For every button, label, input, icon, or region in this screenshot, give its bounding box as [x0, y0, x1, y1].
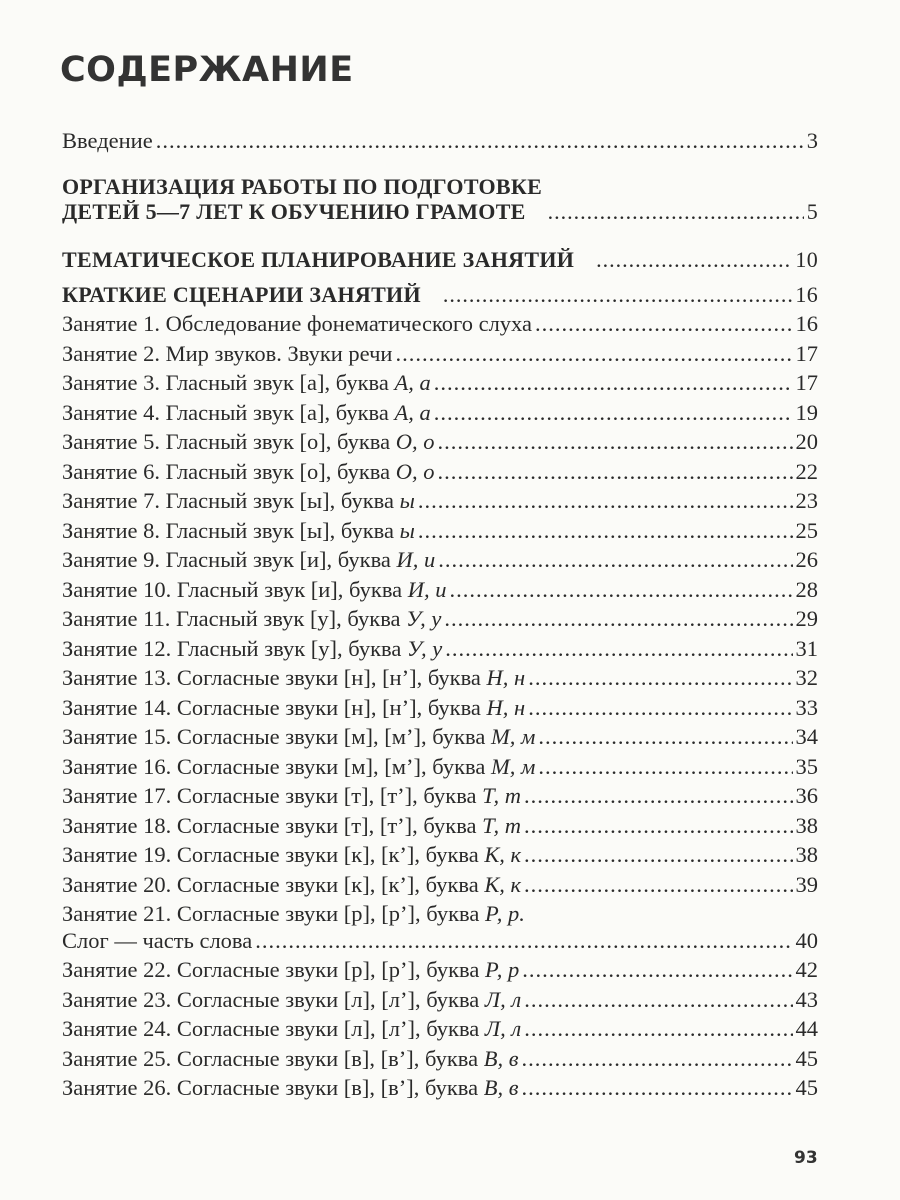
entry-page: 19: [795, 399, 818, 425]
entry-title: [62, 1073, 518, 1103]
section-title: ОРГАНИЗАЦИЯ РАБОТЫ ПО ПОДГОТОВКЕ: [62, 174, 543, 199]
entry-page: 31: [795, 635, 818, 661]
section-page: 5: [806, 198, 818, 224]
entry-text: Занятие 21. Согласные звуки [р], [р’], буква: [62, 901, 485, 926]
entry-letter: ы: [399, 488, 415, 513]
dot-leader: [524, 811, 792, 841]
entry-page: 39: [795, 871, 818, 897]
entry-letter: А, а: [394, 370, 431, 395]
toc-entry[interactable]: [62, 516, 818, 546]
entry-letter: Н, н: [486, 694, 526, 720]
toc-entry[interactable]: [62, 722, 818, 752]
entry-page: 16: [795, 311, 818, 336]
section-page: 16: [795, 282, 818, 307]
entry-text: Занятие 13. Согласные звуки [н], [н’], буква: [62, 665, 487, 690]
dot-leader: [418, 516, 793, 546]
entry-letter: У, у: [406, 635, 443, 661]
entry-letter: Р, р: [484, 957, 520, 982]
entry-page: 43: [795, 986, 818, 1012]
entry-title: [62, 870, 521, 900]
entry-title: [62, 486, 415, 516]
entry-title: [62, 1044, 518, 1074]
entry-title: [62, 663, 525, 693]
entry-text: Занятие 6. Гласный звук [о], буква: [62, 458, 396, 484]
entry-letter: Р, р.: [484, 901, 525, 926]
dot-leader: [596, 245, 792, 275]
entry-text: Занятие 11. Гласный звук [у], буква: [62, 606, 407, 631]
entry-title: [62, 752, 535, 782]
section-title: ТЕМАТИЧЕСКОЕ ПЛАНИРОВАНИЕ ЗАНЯТИЙ: [62, 247, 575, 272]
entry-title: [62, 575, 447, 605]
dot-leader: [524, 870, 792, 900]
entry-text: Занятие 5. Гласный звук [о], буква: [62, 429, 396, 454]
entry-page: 45: [795, 1075, 818, 1100]
section-title: ДЕТЕЙ 5—7 ЛЕТ К ОБУЧЕНИЮ ГРАМОТЕ: [62, 198, 526, 224]
entry-letter: ы: [399, 517, 415, 543]
entry-letter: А, а: [394, 399, 431, 425]
entry-page: 3: [806, 128, 818, 153]
toc-entry[interactable]: [62, 126, 818, 156]
entry-text: Занятие 16. Согласные звуки [м], [м’], буква: [62, 753, 491, 779]
toc-entry[interactable]: [62, 955, 818, 985]
dot-leader: [528, 693, 792, 723]
section-page: 10: [795, 247, 818, 272]
entry-letter: М, м: [490, 724, 536, 749]
entry-text: Занятие 18. Согласные звуки [т], [т’], буква: [62, 812, 483, 838]
toc-entry[interactable]: [62, 870, 818, 900]
entry-page: 17: [795, 370, 818, 395]
dot-leader: [395, 339, 792, 369]
entry-letter: К, к: [484, 871, 522, 897]
toc-entry[interactable]: [62, 486, 818, 516]
entry-title: [62, 955, 519, 985]
toc-entry[interactable]: [62, 985, 818, 1015]
entry-title: [62, 368, 431, 398]
entry-page: 23: [795, 488, 818, 513]
dot-leader: [548, 197, 804, 227]
entry-page: 22: [795, 458, 818, 484]
page-number: 93: [794, 1148, 818, 1168]
entry-text: Занятие 19. Согласные звуки [к], [к’], буква: [62, 842, 485, 867]
entry-text: Занятие 22. Согласные звуки [р], [р’], буква: [62, 957, 485, 982]
toc-entry[interactable]: [62, 309, 818, 339]
entry-text: Занятие 26. Согласные звуки [в], [в’], буква: [62, 1075, 484, 1100]
entry-text: Занятие 25. Согласные звуки [в], [в’], буква: [62, 1045, 484, 1071]
entry-title: [62, 899, 525, 929]
toc-entry[interactable]: [62, 368, 818, 398]
toc-lessons: [62, 309, 818, 1103]
entry-title: [62, 693, 525, 723]
entry-page: 42: [795, 957, 818, 982]
dot-leader: [528, 663, 792, 693]
entry-title: [62, 545, 435, 575]
entry-letter: У, у: [406, 606, 442, 631]
entry-text: Занятие 17. Согласные звуки [т], [т’], буква: [62, 783, 483, 808]
entry-page: 33: [795, 694, 818, 720]
entry-page: 38: [795, 812, 818, 838]
dot-leader: [156, 126, 804, 156]
entry-title: [62, 309, 532, 339]
entry-text: Занятие 14. Согласные звуки [н], [н’], буква: [62, 694, 487, 720]
dot-leader: [445, 634, 792, 664]
entry-title: [62, 516, 415, 546]
toc-entry[interactable]: [62, 781, 818, 811]
toc-section-line[interactable]: [62, 280, 818, 310]
entry-text: Занятие 10. Гласный звук [и], буква: [62, 576, 408, 602]
toc-entry[interactable]: [62, 545, 818, 575]
entry-title: [62, 811, 521, 841]
entry-letter: К, к: [484, 842, 522, 867]
dot-leader: [521, 1073, 792, 1103]
toc-entry[interactable]: [62, 752, 818, 782]
entry-page: 32: [795, 665, 818, 690]
entry-letter: В, в: [483, 1045, 519, 1071]
toc-entry[interactable]: [62, 1044, 818, 1074]
toc-section-1: [62, 172, 818, 226]
entry-letter: Т, т: [482, 783, 522, 808]
entry-text: Занятие 9. Гласный звук [и], буква: [62, 547, 397, 572]
dot-leader: [450, 575, 793, 605]
dot-leader: [434, 398, 793, 428]
entry-text: Занятие 23. Согласные звуки [л], [л’], буква: [62, 986, 485, 1012]
toc-entry[interactable]: [62, 1073, 818, 1103]
entry-page: 35: [795, 753, 818, 779]
dot-leader: [443, 280, 793, 310]
entry-title: [62, 427, 434, 457]
toc-entry[interactable]: [62, 339, 818, 369]
dot-leader: [524, 985, 792, 1015]
toc-entry[interactable]: [62, 604, 818, 634]
page-title: СОДЕРЖАНИЕ: [60, 50, 354, 90]
toc-entry[interactable]: [62, 398, 818, 428]
entry-page: 17: [795, 340, 818, 366]
entry-letter: Л, л: [484, 1016, 522, 1041]
dot-leader: [524, 781, 792, 811]
entry-text: Занятие 4. Гласный звук [а], буква: [62, 399, 395, 425]
entry-letter: И, и: [396, 547, 436, 572]
dot-leader: [522, 955, 792, 985]
entry-title: [62, 398, 431, 428]
section-title: КРАТКИЕ СЦЕНАРИИ ЗАНЯТИЙ: [62, 282, 421, 307]
toc-section-line[interactable]: [62, 245, 818, 275]
entry-title: [62, 457, 434, 487]
entry-page: 34: [795, 724, 818, 749]
entry-title: [62, 604, 441, 634]
entry-letter: О, о: [395, 429, 435, 454]
entry-page: 20: [795, 429, 818, 454]
dot-leader: [521, 1044, 792, 1074]
entry-page: 36: [795, 783, 818, 808]
dot-leader: [538, 752, 792, 782]
toc-intro: [62, 126, 818, 156]
entry-title: [62, 339, 392, 369]
toc-entry[interactable]: [62, 840, 818, 870]
entry-text: Занятие 8. Гласный звук [ы], буква: [62, 517, 400, 543]
toc-section-2: [62, 245, 818, 275]
toc-section-line[interactable]: [62, 197, 818, 227]
entry-text: Занятие 2. Мир звуков. Звуки речи: [62, 340, 393, 366]
entry-text: Занятие 20. Согласные звуки [к], [к’], буква: [62, 871, 485, 897]
entry-page: 25: [795, 517, 818, 543]
entry-letter: О, о: [395, 458, 435, 484]
toc-entry[interactable]: [62, 457, 818, 487]
entry-letter: Л, л: [484, 986, 522, 1012]
entry-page: 38: [795, 842, 818, 867]
dot-leader: [437, 457, 792, 487]
dot-leader: [438, 545, 792, 575]
toc-entry[interactable]: [62, 575, 818, 605]
entry-letter: В, в: [483, 1075, 519, 1100]
entry-title: [62, 634, 442, 664]
entry-letter: М, м: [490, 753, 536, 779]
dot-leader: [255, 926, 792, 956]
entry-letter: И, и: [407, 576, 447, 602]
entry-page: 45: [795, 1045, 818, 1071]
entry-title: [62, 1014, 521, 1044]
entry-title: [62, 781, 521, 811]
entry-page: 26: [795, 547, 818, 572]
entry-page: 44: [795, 1016, 818, 1041]
entry-page: 40: [795, 927, 818, 953]
entry-text: Слог — часть слова: [62, 927, 253, 953]
dot-leader: [524, 1014, 792, 1044]
toc-section-3: [62, 280, 818, 310]
toc-entry[interactable]: [62, 427, 818, 457]
toc-entry[interactable]: [62, 663, 818, 693]
entry-text: Занятие 24. Согласные звуки [л], [л’], буква: [62, 1016, 485, 1041]
entry-text: Занятие 12. Гласный звук [у], буква: [62, 635, 407, 661]
toc-entry[interactable]: [62, 811, 818, 841]
entry-text: Занятие 7. Гласный звук [ы], буква: [62, 488, 400, 513]
entry-letter: Т, т: [482, 812, 522, 838]
toc-entry[interactable]: [62, 1014, 818, 1044]
dot-leader: [444, 604, 792, 634]
dot-leader: [434, 368, 793, 398]
dot-leader: [418, 486, 793, 516]
entry-letter: Н, н: [486, 665, 526, 690]
dot-leader: [538, 722, 792, 752]
entry-text: Занятие 15. Согласные звуки [м], [м’], буква: [62, 724, 491, 749]
entry-title: Введение: [62, 128, 153, 153]
toc-entry[interactable]: [62, 899, 818, 929]
dot-leader: [437, 427, 792, 457]
dot-leader: [524, 840, 792, 870]
dot-leader: [535, 309, 793, 339]
entry-title: [62, 840, 521, 870]
entry-text: Занятие 3. Гласный звук [а], буква: [62, 370, 395, 395]
toc-entry[interactable]: [62, 634, 818, 664]
entry-page: 29: [795, 606, 818, 631]
entry-page: 28: [795, 576, 818, 602]
toc-entry[interactable]: [62, 693, 818, 723]
entry-title: [62, 985, 521, 1015]
entry-title: [62, 722, 535, 752]
entry-text: Занятие 1. Обследование фонематического слуха: [62, 311, 532, 336]
toc-entry-continuation[interactable]: [62, 926, 818, 956]
